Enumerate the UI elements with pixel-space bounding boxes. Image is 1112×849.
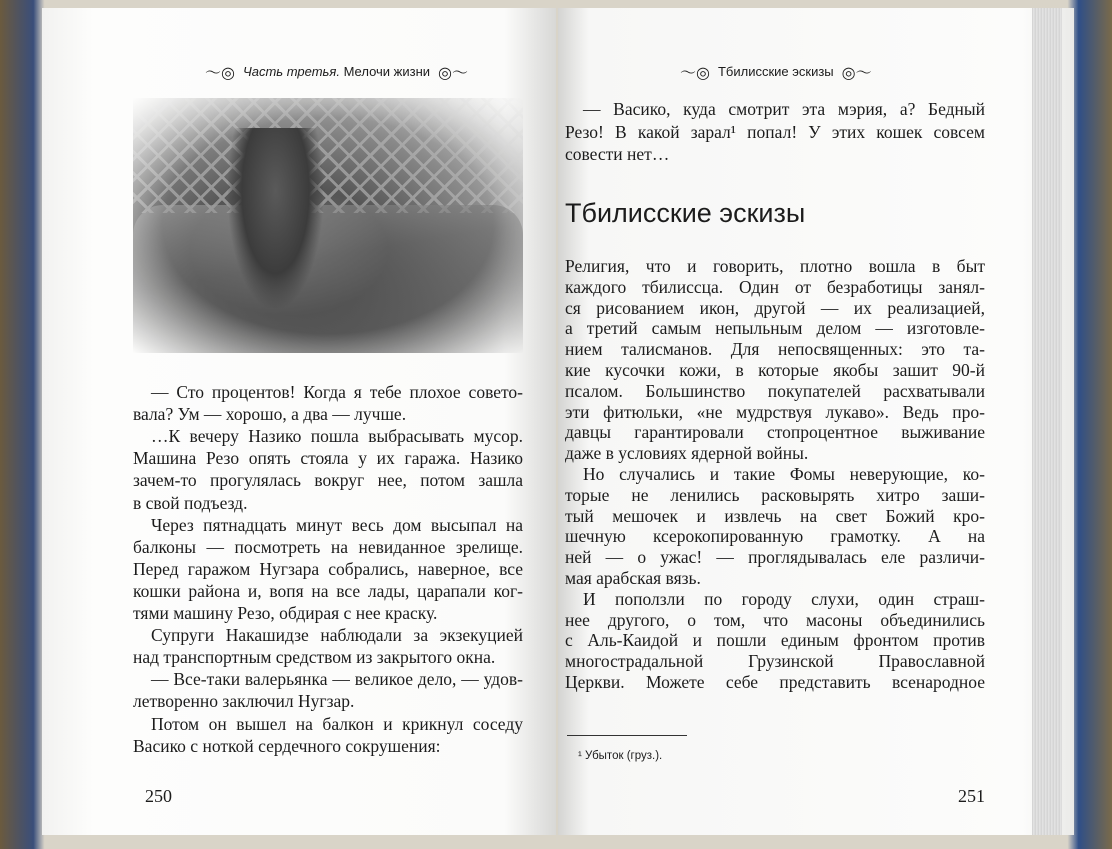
text-line: тый мешочек и извлечь на свет Божий кро- xyxy=(565,505,985,526)
text-line: Потом он вышел на балкон и крикнул соседу xyxy=(151,713,523,734)
text-line: Религия, что и говорить, плотно вошла в быт xyxy=(565,256,985,276)
text-line: кие кусочки кожи, в которые якобы зашит 90-й xyxy=(565,360,985,380)
text-line: Резо! В какой зарал¹ попал! У этих кошек совсем xyxy=(565,121,985,142)
text-line: торые не ленились расковырять хитро заши- xyxy=(565,484,985,505)
chapter-title: Мелочи жизни xyxy=(339,64,431,79)
text-line: совести нет… xyxy=(565,144,670,164)
ornament-icon: 〜◎ xyxy=(680,65,710,82)
text-line: Через пятнадцать минут весь дом высыпал на xyxy=(151,514,523,535)
page-edges xyxy=(1032,8,1062,835)
ornament-icon: 〜◎ xyxy=(205,65,235,82)
footnote-rule xyxy=(567,735,687,736)
text-line: …К вечеру Назико пошла выбрасывать мусор. xyxy=(151,426,523,447)
text-line: шечную ксерокопированную грамотку. А на xyxy=(565,526,985,547)
text-line: мая арабская вязь. xyxy=(565,568,701,588)
text-line: летворенно заключил Нугзар. xyxy=(133,691,355,712)
text-line: нее другого, о том, что масоны объединились xyxy=(565,609,985,630)
text-line: с Аль-Каидой и пошли единым фронтом против xyxy=(565,630,985,651)
ornament-icon: ◎〜 xyxy=(438,65,468,82)
text-line: зачем-то прогулялась вокруг нее, потом зашла xyxy=(133,470,523,491)
part-title: Часть третья. xyxy=(242,64,340,79)
text-line: — Сто процентов! Когда я тебе плохое совето- xyxy=(151,382,523,402)
text-line: в свой подъезд. xyxy=(133,492,248,513)
text-line: И поползли по городу слухи, один страш- xyxy=(583,588,985,609)
text-line: многострадальной Грузинской Православной xyxy=(565,651,985,672)
text-line: ней — о ужас! — проглядывалась еле различи- xyxy=(565,547,985,568)
running-head-left xyxy=(205,60,468,83)
text-line: кошки района и, вопя на все лады, царапали ког- xyxy=(133,580,523,601)
text-line: тями машину Резо, обдирая с нее краску. xyxy=(133,603,438,623)
text-line: даже в условиях ядерной войны. xyxy=(565,443,809,464)
text-line: эти фитюльки, «не мудрствуя лукаво». Ведь про- xyxy=(565,401,985,422)
section-title: Тбилисские эскизы xyxy=(717,64,834,79)
footnote: ¹ Убыток (груз.). xyxy=(578,750,663,762)
text-line: балконы — посмотреть на невиданное зрелище. xyxy=(133,536,523,557)
text-line: — Васико, куда смотрит эта мэрия, а? Бедный xyxy=(583,99,985,119)
text-line: Васико с ноткой сердечного сокрушения: xyxy=(133,735,441,756)
page-number-left: 250 xyxy=(145,786,172,806)
text-line: Супруги Накашидзе наблюдали за экзекуцией xyxy=(151,625,523,646)
text-line: каждого тбилиссца. Один от безработицы занял- xyxy=(565,276,985,297)
text-line: над транспортным средством из закрытого окна. xyxy=(133,647,496,668)
car-hood xyxy=(133,205,523,353)
text-line: — Все-таки валерьянка — великое дело, — удов- xyxy=(151,669,523,690)
text-line: псалом. Большинство покупателей расхватывали xyxy=(565,380,985,401)
text-line: Но случались и такие Фомы неверующие, ко- xyxy=(583,464,985,484)
section-heading: Тбилисские эскизы xyxy=(565,198,806,228)
text-line: Перед гаражом Нугзара собрались, наверное, все xyxy=(133,558,523,579)
text-line: давцы гарантировали стопроцентное выживание xyxy=(565,422,985,443)
text-line: Церкви. Можете себе представить всенародное xyxy=(565,672,985,692)
cat xyxy=(228,128,323,308)
ornament-icon: ◎〜 xyxy=(841,65,872,82)
cat-on-car-photo xyxy=(133,98,523,353)
text-line: вала? Ум — хорошо, а два — лучше. xyxy=(133,404,407,425)
text-line: Машина Резо опять стояла у их гаража. Назико xyxy=(133,448,523,469)
text-line: ся рисованием икон, другой — их реализацией, xyxy=(565,297,985,318)
lattice-fence xyxy=(133,98,523,213)
text-line: нием талисманов. Для непосвященных: это та- xyxy=(565,339,985,360)
text-line: а третий самым непыльным делом — изготовле- xyxy=(565,318,985,339)
page-number-right: 251 xyxy=(958,786,985,806)
running-head-right xyxy=(680,60,872,83)
